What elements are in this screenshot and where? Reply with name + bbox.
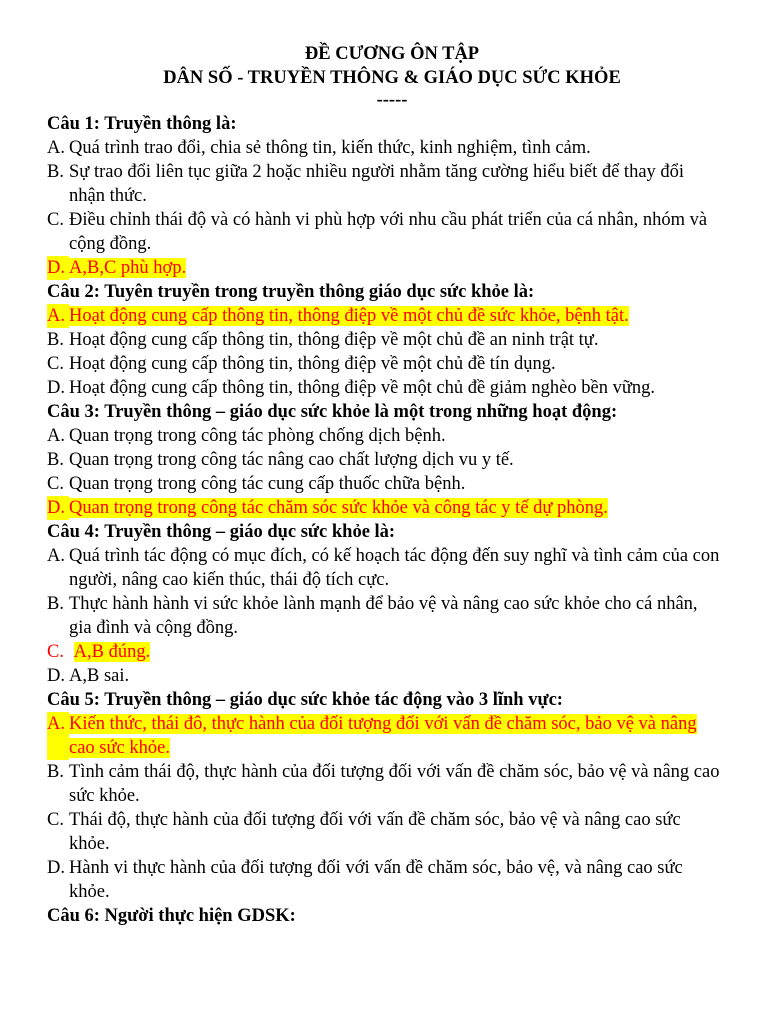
question-3-answer-d — [47, 496, 737, 520]
answer-text — [69, 352, 737, 376]
question-3-answer-a — [47, 424, 737, 448]
answer-text — [69, 448, 737, 472]
question-1-answer-b — [47, 160, 737, 208]
question-1-answer-a — [47, 136, 737, 160]
answer-text-content: Thực hành hành vi sức khỏe lành mạnh để bảo vệ và nâng cao sức khỏe cho cá nhân, gia đình và cộng đồng. — [69, 594, 698, 638]
answer-text-content: A,B,C phù hợp. — [69, 258, 187, 278]
answer-text — [69, 256, 737, 280]
answer-text — [69, 304, 737, 328]
question-1-title: Câu 1: Truyền thông là: — [47, 114, 237, 134]
question-5-answer-c — [47, 808, 737, 856]
answer-text — [69, 496, 737, 520]
question-4-answer-a — [47, 544, 737, 592]
question-2-answer-b — [47, 328, 737, 352]
question-6-title: Câu 6: Người thực hiện GDSK: — [47, 906, 296, 926]
answer-letter: D. — [47, 256, 69, 280]
answer-text-content: Quan trọng trong công tác cung cấp thuốc chữa bệnh. — [69, 474, 466, 494]
question-5-answer-d — [47, 856, 737, 904]
answer-text-content: Hoạt động cung cấp thông tin, thông điệp về một chủ đề tín dụng. — [69, 354, 556, 374]
answer-text — [69, 856, 737, 904]
answer-letter: C. — [47, 210, 64, 230]
answer-text — [69, 592, 737, 640]
answer-text — [69, 808, 737, 856]
answer-letter: B. — [47, 450, 64, 470]
answer-text-content: Thái độ, thực hành của đối tượng đối với vấn đề chăm sóc, bảo vệ và nâng cao sức khỏe. — [69, 810, 681, 854]
answer-text — [69, 136, 737, 160]
answer-letter: B. — [47, 162, 64, 182]
answer-letter: B. — [47, 762, 64, 782]
answer-letter: D. — [47, 666, 65, 686]
question-2-answer-c — [47, 352, 737, 376]
answer-text-content: Quan trọng trong công tác nâng cao chất lượng dịch vu y tế. — [69, 450, 514, 470]
document-page — [47, 42, 737, 928]
answer-letter: A. — [47, 712, 69, 760]
question-5-answer-b — [47, 760, 737, 808]
document-title-line2: DÂN SỐ - TRUYỀN THÔNG & GIÁO DỤC SỨC KHỎE — [163, 68, 621, 88]
answer-letter: D. — [47, 378, 65, 398]
answer-text — [69, 760, 737, 808]
answer-text — [69, 544, 737, 592]
answer-text-content: Quá trình tác động có mục đích, có kế hoạch tác động đến suy nghĩ và tình cảm của con người, nâng cao kiến thúc, thái độ tích cực. — [69, 546, 720, 590]
answer-letter: D. — [47, 858, 65, 878]
answer-text — [69, 640, 737, 664]
answer-text — [69, 424, 737, 448]
answer-text — [69, 664, 737, 688]
question-4-answer-c — [47, 640, 737, 664]
answer-text-content: Hoạt động cung cấp thông tin, thông điệp về một chủ đề sức khỏe, bệnh tật. — [69, 306, 629, 326]
answer-text-content: Điều chỉnh thái độ và có hành vi phù hợp với nhu cầu phát triển của cá nhân, nhóm và cộng đồng. — [69, 210, 708, 254]
question-3-answer-b — [47, 448, 737, 472]
question-1-answer-d — [47, 256, 737, 280]
title-separator: ----- — [376, 90, 408, 110]
answer-letter: C. — [47, 474, 64, 494]
answer-text-content: Sự trao đổi liên tục giữa 2 hoặc nhiều người nhằm tăng cường hiểu biết để thay đổi nhận thức. — [69, 162, 685, 206]
answer-letter: A. — [47, 304, 69, 328]
question-4-answer-d — [47, 664, 737, 688]
question-1-answer-c — [47, 208, 737, 256]
answer-text — [69, 472, 737, 496]
answer-letter: A. — [47, 426, 65, 446]
answer-letter: C. — [47, 810, 64, 830]
question-4-title: Câu 4: Truyền thông – giáo dục sức khỏe là: — [47, 522, 396, 542]
document-title-line1: ĐỀ CƯƠNG ÔN TẬP — [304, 44, 480, 64]
question-2-title: Câu 2: Tuyên truyền trong truyền thông giáo dục sức khỏe là: — [47, 282, 535, 302]
answer-letter: A. — [47, 138, 65, 158]
question-5-title: Câu 5: Truyền thông – giáo dục sức khỏe tác động vào 3 lĩnh vực: — [47, 690, 563, 710]
answer-letter: A. — [47, 546, 65, 566]
answer-text-content: Hoạt động cung cấp thông tin, thông điệp về một chủ đề giảm nghèo bền vững. — [69, 378, 655, 398]
answer-text-content: A,B sai. — [69, 666, 130, 686]
question-5-answer-a — [47, 712, 737, 760]
answer-text — [69, 160, 737, 208]
answer-text — [69, 328, 737, 352]
question-3-title: Câu 3: Truyền thông – giáo dục sức khỏe là một trong những hoạt động: — [47, 402, 618, 422]
question-4-answer-b — [47, 592, 737, 640]
answer-text-content: Tình cảm thái độ, thực hành của đối tượng đối với vấn đề chăm sóc, bảo vệ và nâng cao sức khỏe. — [69, 762, 720, 806]
answer-text-content: Hoạt động cung cấp thông tin, thông điệp về một chủ đề an ninh trật tự. — [69, 330, 599, 350]
answer-letter: B. — [47, 330, 64, 350]
answer-letter: D. — [47, 496, 69, 520]
answer-letter: C. — [47, 642, 64, 662]
question-2-answer-a — [47, 304, 737, 328]
answer-text-content: Quan trọng trong công tác chăm sóc sức khỏe và công tác y tế dự phòng. — [69, 498, 608, 518]
answer-text — [69, 712, 737, 760]
answer-text — [69, 376, 737, 400]
answer-text-content: A,B đúng. — [73, 642, 151, 662]
answer-text — [69, 208, 737, 256]
answer-text-content: Kiến thức, thái đô, thực hành của đối tượng đối với vấn đề chăm sóc, bảo vệ và nâng cao sức khỏe. — [69, 714, 697, 758]
answer-letter: B. — [47, 594, 64, 614]
answer-text-content: Quan trọng trong công tác phòng chống dịch bệnh. — [69, 426, 446, 446]
answer-letter: C. — [47, 354, 64, 374]
answer-text-content: Hành vi thực hành của đối tượng đối với vấn đề chăm sóc, bảo vệ, và nâng cao sức khỏe. — [69, 858, 683, 902]
question-3-answer-c — [47, 472, 737, 496]
question-2-answer-d — [47, 376, 737, 400]
answer-text-content: Quá trình trao đổi, chia sẻ thông tin, kiến thức, kinh nghiệm, tình cảm. — [69, 138, 591, 158]
